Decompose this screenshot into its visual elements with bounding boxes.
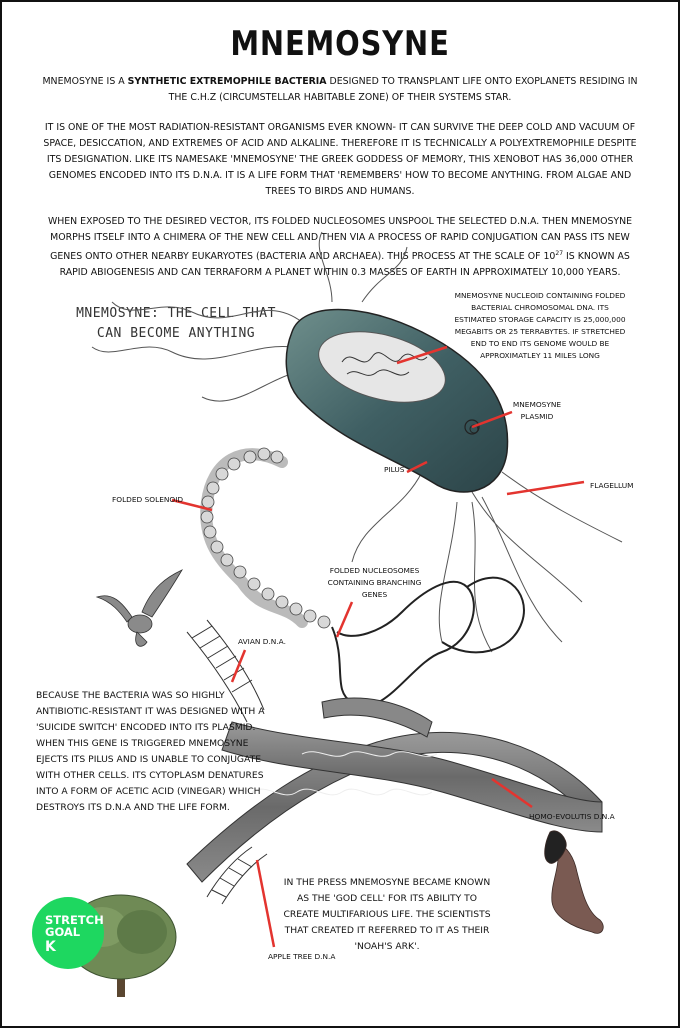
press-note: IN THE PRESS MNEMOSYNE BECAME KNOWN AS THE 'GOD CELL' FOR ITS ABILITY TO CREATE MULTIFARIOUS LIFE. THE SCIENTISTS THAT CREATED IT REFERRED TO IT AS THEIR 'NOAH'S ARK'. <box>283 877 491 952</box>
badge-mark: K <box>45 939 56 955</box>
cell-illustration <box>2 2 678 1026</box>
intro-paragraph-2: IT IS ONE OF THE MOST RADIATION-RESISTANT ORGANISMS EVER KNOWN- IT CAN SURVIVE THE DEEP COLD AND VACUUM OF SPACE, DESICCATION, AND EXTREMES OF ACID AND ALKALINE. THEREFORE IT IS TECHNICALLY A POLYEXTREMOPHILE DESPITE ITS DESIGNATION. LIKE ITS NAMESAKE 'MNEMOSYNE' THE GREEK GODDESS OF MEMORY, THIS XENOBOT HAS 36,000 OTHER GENOMES ENCODED INTO ITS D.N.A. IT IS A LIFE FORM THAT 'REMEMBERS' HOW TO BECOME ANYTHING. FROM ALGAE AND TREES TO BIRDS AND HUMANS. <box>43 122 637 197</box>
label-solenoid: FOLDED SOLENOID <box>112 495 184 504</box>
suicide-switch-note: BECAUSE THE BACTERIA WAS SO HIGHLY ANTIBIOTIC-RESISTANT IT WAS DESIGNED WITH A 'SUICIDE SWITCH' ENCODED INTO ITS PLASMID. WHEN THIS GENE IS TRIGGERED MNEMOSYNE EJECTS ITS PILUS AND IS UNABLE TO CONJUGATE WITH OTHER CELLS. ITS CYTOPLASM DENATURES INTO A FORM OF ACETIC ACID (VINEGAR) WHICH DESTROYS ITS D.N.A AND THE LIFE FORM. <box>36 690 265 813</box>
label-pilus: PILUS <box>384 465 405 474</box>
folded-solenoid <box>201 448 330 628</box>
diagram-subtitle: MNEMOSYNE: THE CELL THAT CAN BECOME ANYTHING <box>76 306 276 341</box>
label-plasmid: MNEMOSYNE PLASMID <box>512 400 562 421</box>
bird-illustration <box>97 570 182 646</box>
human-figure <box>545 831 604 934</box>
label-nucleosomes: FOLDED NUCLEOSOMES CONTAINING BRANCHING GENES <box>327 566 422 599</box>
label-flagellum: FLAGELLUM <box>590 481 634 490</box>
stretch-goal-badge: STRETCH GOAL K <box>32 897 104 969</box>
intro-paragraph-1: MNEMOSYNE IS A SYNTHETIC EXTREMOPHILE BACTERIA DESIGNED TO TRANSPLANT LIFE ONTO EXOPLANETS RESIDING IN THE C.H.Z (CIRCUMSTELLAR HABITABLE ZONE) OF THEIR SYSTEMS STAR. <box>42 76 638 103</box>
label-avian-dna: AVIAN D.N.A. <box>238 637 286 646</box>
label-apple-tree-dna: APPLE TREE D.N.A <box>268 952 336 961</box>
label-homo-evolutis-dna: HOMO-EVOLUTIS D.N.A <box>529 812 615 821</box>
page-title: MNEMOSYNE <box>230 24 450 64</box>
intro-paragraph-3: WHEN EXPOSED TO THE DESIRED VECTOR, ITS FOLDED NUCLEOSOMES UNSPOOL THE SELECTED D.N.A. THEN MNEMOSYNE MORPHS ITSELF INTO A CHIMERA OF THE NEW CELL AND THEN VIA A PROCESS OF RAPID CONJUGATION CAN PASS ITS NEW GENES ONTO OTHER NEARBY EUKARYOTES (BACTERIA AND ARCHAEA). THIS PROCESS AT THE SCALE OF $10^{27}$ IS KNOWN AS RAPID ABIOGENESIS AND CAN TERRAFORM A PLANET WITHIN 0.3 MASSES OF EARTH IN APPROXIMATELY 10,000 YEARS. <box>47 216 633 279</box>
label-nucleoid: MNEMOSYNE NUCLEOID CONTAINING FOLDED BACTERIAL CHROMOSOMAL DNA. ITS ESTIMATED STORAGE CAPACITY IS 25,000,000 MEGABITS OR 25 TERRABYTES. IF STRETCHED END TO END ITS GENOME WOULD BE APPROXIMATLEY 11 MILES LONG <box>454 291 626 360</box>
